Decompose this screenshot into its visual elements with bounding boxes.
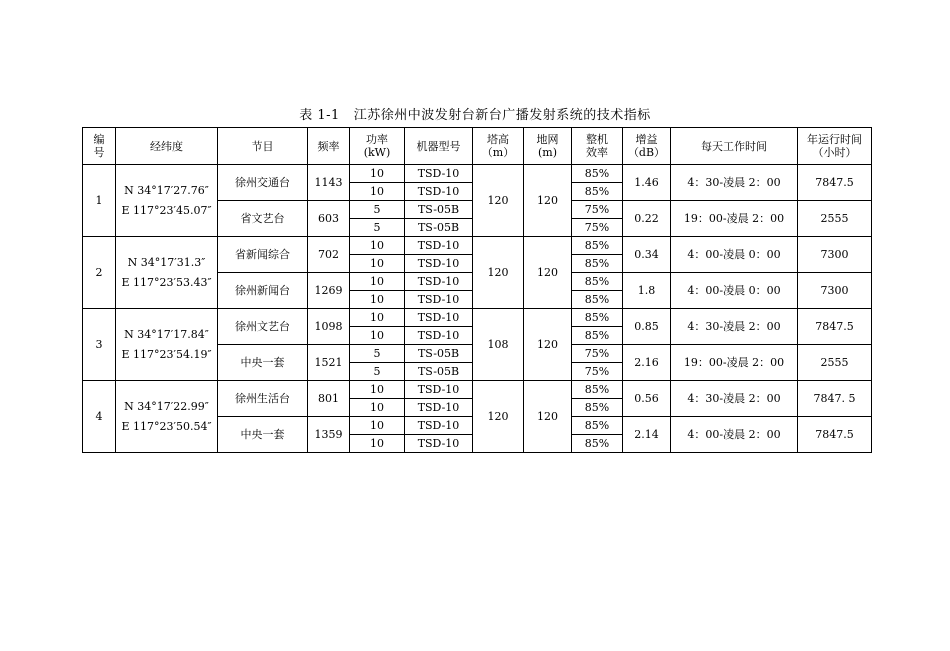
efficiency: 85% [572,417,623,435]
header-gain: 增益 （dB） [623,128,671,165]
transmitter-power: 10 [350,381,405,399]
daily-hours: 4：30-凌晨 2：00 [671,165,798,201]
transmitter-model: TSD-10 [405,273,473,291]
transmitter-model: TS-05B [405,345,473,363]
daily-hours: 4：30-凌晨 2：00 [671,381,798,417]
transmitter-model: TSD-10 [405,435,473,453]
efficiency: 75% [572,219,623,237]
gain: 1.8 [623,273,671,309]
tower-height: 108 [473,309,524,381]
header-coords: 经纬度 [116,128,218,165]
header-ground: 地网 (m) [524,128,572,165]
table-number: 表 1-1 [299,108,340,123]
table-row [83,309,872,327]
transmitter-power: 10 [350,165,405,183]
gain: 0.22 [623,201,671,237]
transmitter-model: TS-05B [405,219,473,237]
annual-hours: 7300 [798,273,872,309]
transmitter-power: 10 [350,183,405,201]
program-name: 徐州新闻台 [218,273,308,309]
site-number: 4 [83,381,116,453]
efficiency: 85% [572,309,623,327]
efficiency: 85% [572,435,623,453]
header-annual: 年运行时间 （小时） [798,128,872,165]
efficiency: 85% [572,327,623,345]
transmitter-model: TSD-10 [405,399,473,417]
program-frequency: 1143 [308,165,350,201]
program-frequency: 603 [308,201,350,237]
transmitter-model: TSD-10 [405,255,473,273]
transmitter-power: 5 [350,363,405,381]
annual-hours: 2555 [798,201,872,237]
efficiency: 85% [572,237,623,255]
tech-spec-table [82,127,872,453]
transmitter-power: 10 [350,255,405,273]
transmitter-power: 10 [350,309,405,327]
annual-hours: 7847.5 [798,165,872,201]
transmitter-model: TS-05B [405,201,473,219]
transmitter-power: 10 [350,435,405,453]
table-row [83,165,872,183]
header-program: 节目 [218,128,308,165]
ground-network: 120 [524,309,572,381]
program-name: 中央一套 [218,345,308,381]
program-frequency: 801 [308,381,350,417]
table-title: 江苏徐州中波发射台新台广播发射系统的技术指标 [353,108,651,123]
efficiency: 75% [572,345,623,363]
annual-hours: 7847.5 [798,309,872,345]
efficiency: 75% [572,201,623,219]
transmitter-model: TSD-10 [405,381,473,399]
transmitter-model: TSD-10 [405,327,473,345]
transmitter-model: TSD-10 [405,309,473,327]
header-eff: 整机 效率 [572,128,623,165]
daily-hours: 4：00-凌晨 0：00 [671,237,798,273]
program-name: 省文艺台 [218,201,308,237]
program-name: 徐州生活台 [218,381,308,417]
site-coordinates: N 34°17′17.84″ E 117°23′54.19″ [116,309,218,381]
gain: 2.16 [623,345,671,381]
efficiency: 85% [572,255,623,273]
efficiency: 85% [572,291,623,309]
site-number: 3 [83,309,116,381]
tower-height: 120 [473,237,524,309]
efficiency: 85% [572,165,623,183]
ground-network: 120 [524,237,572,309]
table-row [83,381,872,399]
transmitter-power: 10 [350,327,405,345]
transmitter-power: 5 [350,219,405,237]
tower-height: 120 [473,165,524,237]
annual-hours: 7847.5 [798,417,872,453]
program-name: 省新闻综合 [218,237,308,273]
transmitter-power: 5 [350,345,405,363]
program-name: 徐州交通台 [218,165,308,201]
site-number: 2 [83,237,116,309]
gain: 0.34 [623,237,671,273]
annual-hours: 7300 [798,237,872,273]
header-freq: 频率 [308,128,350,165]
program-frequency: 1521 [308,345,350,381]
transmitter-power: 10 [350,417,405,435]
program-name: 中央一套 [218,417,308,453]
transmitter-power: 10 [350,291,405,309]
program-frequency: 1359 [308,417,350,453]
table-caption [0,104,950,123]
efficiency: 85% [572,273,623,291]
transmitter-model: TSD-10 [405,183,473,201]
gain: 0.56 [623,381,671,417]
gain: 0.85 [623,309,671,345]
site-coordinates: N 34°17′27.76″ E 117°23′45.07″ [116,165,218,237]
daily-hours: 19：00-凌晨 2：00 [671,201,798,237]
transmitter-power: 10 [350,237,405,255]
daily-hours: 4：00-凌晨 2：00 [671,417,798,453]
efficiency: 75% [572,363,623,381]
transmitter-model: TS-05B [405,363,473,381]
table-row [83,237,872,255]
transmitter-model: TSD-10 [405,291,473,309]
daily-hours: 4：00-凌晨 0：00 [671,273,798,309]
ground-network: 120 [524,381,572,453]
annual-hours: 7847. 5 [798,381,872,417]
efficiency: 85% [572,381,623,399]
program-name: 徐州文艺台 [218,309,308,345]
efficiency: 85% [572,399,623,417]
transmitter-power: 5 [350,201,405,219]
daily-hours: 4：30-凌晨 2：00 [671,309,798,345]
annual-hours: 2555 [798,345,872,381]
program-frequency: 1098 [308,309,350,345]
transmitter-power: 10 [350,273,405,291]
gain: 2.14 [623,417,671,453]
header-model: 机器型号 [405,128,473,165]
transmitter-power: 10 [350,399,405,417]
tower-height: 120 [473,381,524,453]
header-no: 编 号 [83,128,116,165]
gain: 1.46 [623,165,671,201]
header-daily: 每天工作时间 [671,128,798,165]
daily-hours: 19：00-凌晨 2：00 [671,345,798,381]
program-frequency: 1269 [308,273,350,309]
site-coordinates: N 34°17′31.3″ E 117°23′53.43″ [116,237,218,309]
site-number: 1 [83,165,116,237]
header-power: 功率 (kW) [350,128,405,165]
transmitter-model: TSD-10 [405,237,473,255]
header-row [83,128,872,165]
header-tower: 塔高 （m） [473,128,524,165]
efficiency: 85% [572,183,623,201]
program-frequency: 702 [308,237,350,273]
transmitter-model: TSD-10 [405,165,473,183]
site-coordinates: N 34°17′22.99″ E 117°23′50.54″ [116,381,218,453]
transmitter-model: TSD-10 [405,417,473,435]
ground-network: 120 [524,165,572,237]
